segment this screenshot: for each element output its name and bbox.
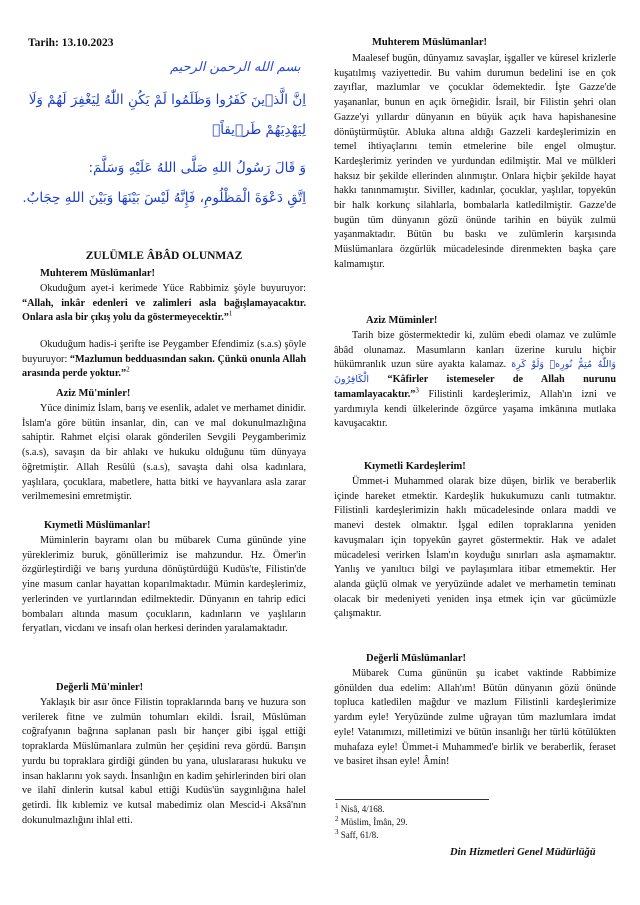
heading-muhterem-2: Muhterem Müslümanlar!	[372, 37, 488, 48]
paragraph-history-tells: Tarih bize göstermektedir ki, zulüm ebedi olamaz ve zulümle âbâd olunamaz. Masumların kanları üzerine kurulu hiçbir hükümranlık uzun süre ayakta kalamaz. وَاللّٰهُ مُتِمُّ نُورِه۪ وَلَوْ كَرِهَ الْكَافِرُونَ “Kâfirler istemeseler de Allah nurunu tamamlayacaktır.”$^3$ Filistinli kardeşlerimiz, Allah'ın izni ve yardımıyla kendi ülkelerinde özgürce yaşama imkânına mutlaka kavuşacaktır.	[334, 330, 616, 430]
paragraph-prayer: Mübarek Cuma gününün şu icabet vaktinde Rabbimize gönülden dua edelim: Allah'ım! Bütün dünyanın gözü önünde topluca katledilen mağdur ve mazlum Filistinli kardeşlerimize yardım eyle! Yeryüzünde zulme uğrayan tüm mazlumlara imdat eyle! Vatanımızı, milletimizi ve bütün insanlığı her türlü kötülükten muhafaza eyle! Ümmet-i Muhammed'e birlik ve beraberlik, feraset ve basiret ihsan eyle! Âmin!	[334, 668, 616, 768]
heading-degerli-muslumanlar: Değerli Müslümanlar!	[366, 653, 467, 664]
paragraph-ayah-meaning: Okuduğum ayet-i kerimede Yüce Rabbimiz şöyle buyuruyor: “Allah, inkâr edenleri ve zalimleri asla bağışlamayacaktır. Onlara asla bir çıkış yolu da göstermeyecektir.”$^1$	[22, 283, 306, 324]
besmele-calligraphy: بسم الله الرحمن الرحيم	[170, 60, 301, 75]
paragraph-ummah-duty: Ümmet-i Muhammed olarak bize düşen, birlik ve beraberlik içinde hareket etmektir. Kardeşlik hukukumuzu canlı tutmaktır. Filistinli kardeşlerimizin haklı mücadelesinde onlara maddi ve manevi destek olmaktır. İşgal edilen topraklarına yeniden kavuşmaları için topyekûn gayret göstermektir. Hak ve adalet mücadelesi verirken İslam'ın koyduğu sınırları asla aşmamaktır. Yanlış ve yanıltıcı bilgi ve paylaşımlara itibar etmemektir. Her alanda güçlü olmak ve yeryüzünde adalet ve merhametin teminatı olacak bir medeniyeti yeniden inşa etmek için var gücümüzle çalışmaktır.	[334, 476, 616, 620]
heading-aziz-muminler: Aziz Mü'minler!	[56, 388, 131, 399]
paragraph-gaza: Maalesef bugün, dünyamız savaşlar, işgaller ve küresel krizlerle kuşatılmış vaziyettedir. Bu vahim durumun bedelini ise en çok zayıflar, mazlumlar ve çocuklar ödemektedir. İşte Gazze'de yaşananlar, bunun en açık örneğidir. İsrail, bir Filistin şehri olan Gazze'yi yıllardır dünyanın en büyük açık hava hapishanesine dönüştürmüştür. Abluka altına aldığı Gazzeli kardeşlerimizin en temel ihtiyaçlarını temin etmelerine bile engel olmuştur. Kardeşlerimiz yerinden ve yurdundan edilmiştir. Mal ve mülkleri haksız bir şekilde ellerinden alınmıştır. Onlara hiçbir şekilde hayat hakkı tanınmamıştır. Siviller, kadınlar, çocuklar, yaşlılar, topyekûn bir halk korkunç silahlarla, bombalarla katledilmiştir. Gazze'de bugün tüm dünyanın gözü önünde tarihin en büyük zulmü yaşanmaktadır. Bütün bu baskı ve zulümlerin karşısında Müslümanlara özgürlük mücadelesinde direnmekten başka çare kalmamıştır.	[334, 53, 616, 270]
footnote-1: $^1$ Nisâ, 4/168.	[335, 802, 385, 814]
heading-kiymetli-kardeslerim: Kıymetli Kardeşlerim!	[364, 461, 466, 472]
ayah-inline: وَاللّٰهُ مُتِمُّ نُورِه۪ وَلَوْ كَرِهَ الْكَافِرُونَ	[334, 359, 616, 386]
paragraph-hadith-meaning: Okuduğum hadis-i şerifte ise Peygamber Efendimiz (s.a.s) şöyle buyuruyor: “Mazlumun bedduasından sakın. Çünkü onunla Allah arasında perde yoktur.”$^2$	[22, 339, 306, 380]
ayah-line-2: لِيَهْدِيَهُمْ طَر۪يقاًۙ	[212, 122, 306, 138]
heading-kiymetli-muslumanlar: Kıymetli Müslümanlar!	[44, 520, 151, 531]
date: Tarih: 13.10.2023	[28, 37, 114, 49]
footnote-2: $^2$ Müslim, İmân, 29.	[335, 815, 408, 827]
footnote-3: $^3$ Saff, 61/8.	[335, 828, 379, 840]
heading-degerli-muminler: Değerli Mü'minler!	[56, 682, 144, 693]
heading-muhterem: Muhterem Müslümanlar!	[40, 268, 156, 279]
signature: Din Hizmetleri Genel Müdürlüğü	[450, 847, 596, 858]
heading-aziz-muminler-2: Aziz Müminler!	[366, 315, 438, 326]
hadith-line-2: اِتَّقِ دَعْوَةَ الْمَظْلُومِ، فَإِنَّهُ لَيْسَ بَيْنَهَا وَبَيْنَ اللهِ حِجَابٌ.	[22, 190, 306, 206]
sermon-title: ZULÜMLE ÂBÂD OLUNMAZ	[85, 250, 243, 262]
paragraph-islam-justice: Yüce dinimiz İslam, barış ve esenlik, adalet ve merhamet dinidir. İslam'a göre bütün insanlar, din, can ve mal dokunulmazlığına sahiptir. Rahmet elçisi olarak gönderilen Sevgili Peygamberimiz (s.a.s), savaşın da bir ahlakı ve hukuku olduğunu tüm dünyaya öğretmiştir. Allah Resûlü (s.a.s), savaşta dahi olsa kadınlara, yaşlılara, çocuklara, mabetlere, hatta bitki ve hayvanlara asla zarar verilmemesini emretmiştir.	[22, 403, 306, 503]
hadith-line-1: وَ قَالَ رَسُولُ اللهِ صَلَّى اللهُ عَلَيْهِ وَسَلَّمَ:	[88, 160, 306, 176]
paragraph-friday-sorrow: Müminlerin bayramı olan bu mübarek Cuma gününde yine yüreklerimiz buruk, gönüllerimiz ise mahzundur. Hz. Ömer'in özgürleştirdiği ve barış yurduna dönüştürdüğü Kudüs'te, Filistin'de yine masum canlar hayattan koparılmaktadır. Mümin kardeşlerimiz, yerlerinden ve yurtlarından edilmektedir. Dünyanın en tahrip edici bombaları altında masum çocukların, kadınların ve yaşlıların feryatları, vicdanı ve insafı olan herkesi derinden yaralamaktadır.	[22, 535, 306, 635]
paragraph-history: Yaklaşık bir asır önce Filistin topraklarında barış ve huzura son verilerek fitne ve zulmün tohumları ekildi. İsrail, Müslüman coğrafyanın bağrına saplanan paslı bir hançer gibi işgal ettiği topraklarda Müslümanlara zulmün her çeşidini reva gördü. Barışın yurdu bu topraklara girdiği günden bu yana, uluslararası hukuku ve insan haklarını yok saydı. İnsanlığın en kadim şehirlerinden biri olan ve ilahî dinlerin kutsal kabul ettiği Kudüs'ün saygınlığına halel getirdi. İlk kıblemiz ve kutsal mabedimiz olan Mescid-i Aksâ'nın dokunulmazlığını ihlal etti.	[22, 697, 306, 826]
footnote-divider	[335, 799, 489, 800]
ayah-line-1: اِنَّ الَّذ۪ينَ كَفَرُوا وَظَلَمُوا لَمْ يَكُنِ اللّٰهُ لِيَغْفِرَ لَهُمْ وَلَا	[28, 92, 306, 108]
